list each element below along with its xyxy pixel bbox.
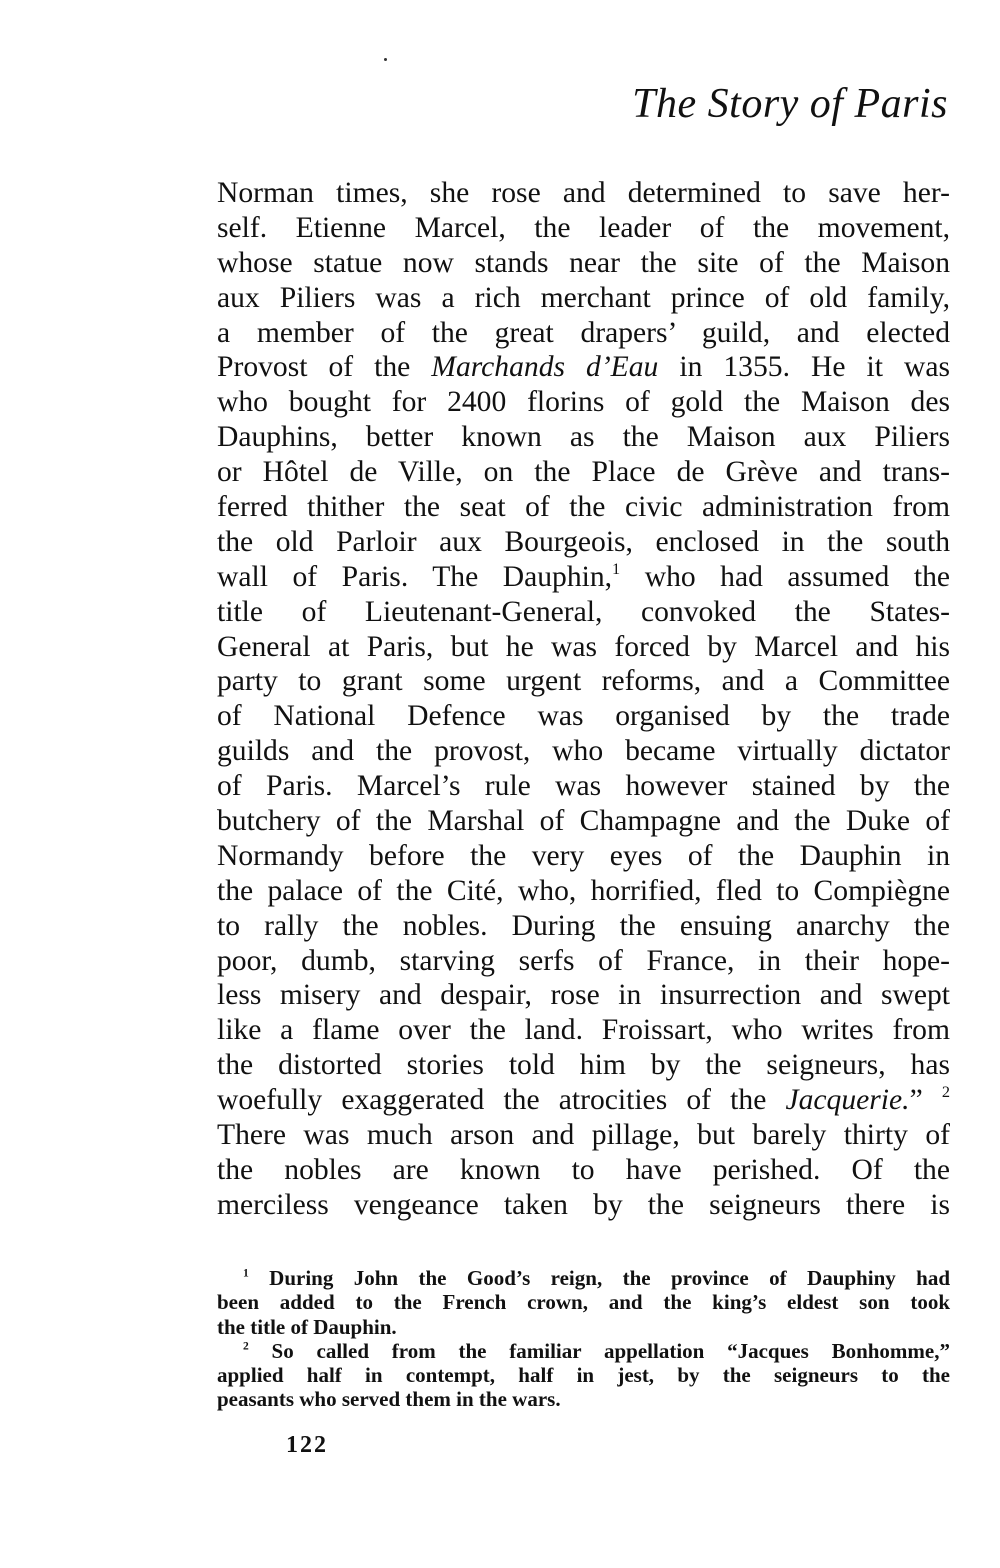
running-head: The Story of Paris xyxy=(632,81,948,127)
footnote-line: the title of Dauphin. xyxy=(217,1314,397,1339)
body-line: poor, dumb, starving serfs of France, in their hope- xyxy=(217,944,950,977)
body-line: whose statue now stands near the site of the Maison xyxy=(217,246,950,279)
italic-phrase: Jacquerie. xyxy=(785,1084,910,1117)
footnote-line: peasants who served them in the wars. xyxy=(217,1387,561,1412)
body-line: like a flame over the land. Froissart, who writes from xyxy=(217,1014,950,1047)
body-line: Dauphins, better known as the Maison aux Piliers xyxy=(217,421,950,454)
body-line: of Paris. Marcel’s rule was however stained by the xyxy=(217,770,950,803)
body-line: the palace of the Cité, who, horrified, fled to Compiègne xyxy=(217,874,950,907)
footnote-line: $^1$ During John the Good’s reign, the province of Dauphiny had xyxy=(243,1266,950,1290)
body-line: aux Piliers was a rich merchant prince of old family, xyxy=(217,281,950,314)
body-line: or Hôtel de Ville, on the Place de Grève and trans- xyxy=(217,456,950,489)
body-line: butchery of the Marshal of Champagne and the Duke of xyxy=(217,805,950,838)
body-line: less misery and despair, rose in insurrection and swept xyxy=(217,979,950,1012)
body-line: party to grant some urgent reforms, and a Committee xyxy=(217,665,950,698)
footnote-marker: 2 xyxy=(243,1340,249,1353)
body-line: ferred thither the seat of the civic administration from xyxy=(217,491,950,524)
body-line: the distorted stories told him by the seigneurs, has xyxy=(217,1049,950,1082)
body-line: There was much arson and pillage, but barely thirty of xyxy=(217,1119,950,1152)
body-line: guilds and the provost, who became virtually dictator xyxy=(217,735,950,768)
body-line: Norman times, she rose and determined to save her- xyxy=(217,177,950,209)
body-line: the nobles are known to have perished. Of the xyxy=(217,1153,950,1186)
footnote-line: $^2$ So called from the familiar appellation “Jacques Bonhomme,” xyxy=(243,1338,950,1363)
footnote-line: applied half in contempt, half in jest, by the seigneurs to the xyxy=(217,1363,950,1388)
print-speck xyxy=(384,58,387,61)
body-text xyxy=(217,176,950,1223)
body-line: woefully exaggerated the atrocities of the Jacquerie.” $^2$ xyxy=(217,1081,950,1117)
page-number: 122 xyxy=(286,1432,328,1458)
body-line: General at Paris, but he was forced by Marcel and his xyxy=(217,630,950,663)
body-line: to rally the nobles. During the ensuing anarchy the xyxy=(217,909,950,942)
footnote-ref: 2 xyxy=(941,1081,950,1101)
body-line: a member of the great drapers’ guild, and elected xyxy=(217,316,950,349)
body-line: the old Parloir aux Bourgeois, enclosed in the south xyxy=(217,525,950,558)
footnote-ref: 1 xyxy=(612,558,621,578)
body-line: title of Lieutenant-General, convoked the States- xyxy=(217,595,950,628)
body-line: Normandy before the very eyes of the Dauphin in xyxy=(217,839,950,872)
footnote-marker: 1 xyxy=(243,1267,249,1280)
footnote-line: been added to the French crown, and the king’s eldest son took xyxy=(217,1290,950,1315)
body-line: who bought for 2400 florins of gold the Maison des xyxy=(217,386,950,419)
body-line: of National Defence was organised by the trade xyxy=(217,700,950,733)
body-line: merciless vengeance taken by the seigneurs there is xyxy=(217,1188,950,1221)
italic-phrase: Marchands d’Eau xyxy=(431,351,659,384)
footnotes xyxy=(217,1266,950,1412)
body-line: wall of Paris. The Dauphin,$^1$ who had assumed the xyxy=(217,558,951,593)
body-line: self. Etienne Marcel, the leader of the movement, xyxy=(217,211,950,244)
body-line: Provost of the Marchands d’Eau in 1355. He it was xyxy=(217,351,950,384)
